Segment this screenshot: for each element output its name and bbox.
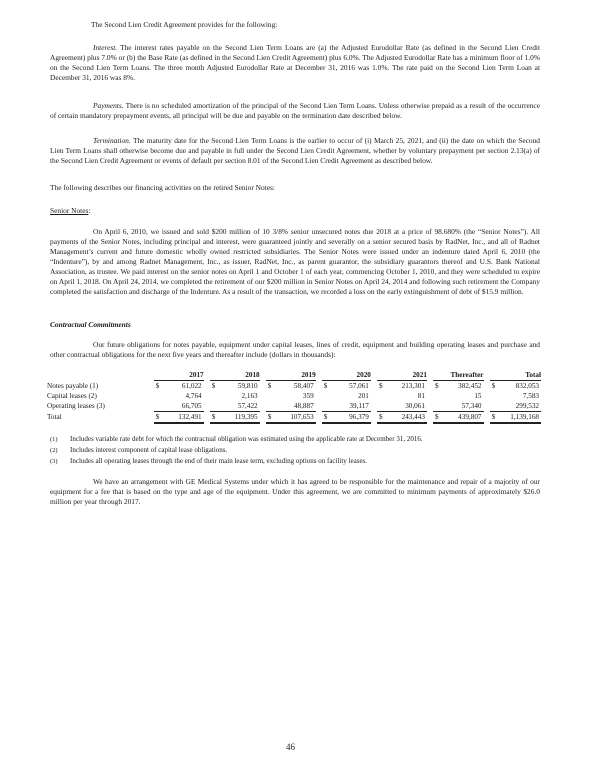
table-cell: 299,532 — [500, 401, 541, 412]
table-total-row — [47, 412, 541, 424]
payments-text: There is no scheduled amortization of the principal of the Second Lien Term Loans. Unless otherwise prepaid as a result of the occurrence of certain mandatory prepayment events, all principal will be due and payable on the termination date described below. — [50, 101, 540, 120]
termination-text: The maturity date for the Second Lien Term Loans is the earlier to occur of (i) March 25, 2021, and (ii) the date on which the Second Lien Term Loans shall otherwise become due and payable in full under the Second Lien Credit Agreement, whether by voluntary prepayment per section 2.13(a) of the Second Lien Credit Agreement or events of default per section 8.01 of the Second Lien Credit Agreement as described below. — [50, 136, 540, 165]
table-row — [47, 391, 541, 401]
table-cell: 1,139,168 — [500, 412, 541, 424]
currency-symbol: $ — [322, 412, 332, 424]
table-cell: 107,653 — [276, 412, 316, 424]
footnote-text: Includes all operating leases through the end of their main lease term, excluding options on facility leases. — [70, 457, 368, 465]
footnote — [50, 445, 227, 456]
table-cell: 48,887 — [276, 401, 316, 412]
table-row — [47, 381, 541, 392]
interest-text: The interest rates payable on the Second Lien Term Loans are (a) the Adjusted Eurodollar Rate (as defined in the Second Lien Credit Agreement) plus 7.0% or (b) the Base Rate (as defined in the Second Lien Credit Agreement) plus 6.0%. The Adjusted Eurodollar Rate has a minimum floor of 1.0% on the Second Lien Term Loans. The three month Adjusted Eurodollar Rate at December 31, 2016 was 1.0%. The rate paid on the Second Lien Term Loan at December 31, 2016 was 8%. — [50, 43, 540, 82]
currency-symbol — [433, 401, 444, 412]
table-cell: 382,452 — [458, 382, 482, 390]
header-2021: 2021 — [377, 370, 427, 381]
currency-symbol — [322, 391, 332, 401]
table-cell: 2,163 — [241, 392, 258, 400]
currency-symbol — [154, 391, 164, 401]
header-total: Total — [490, 370, 541, 381]
table-cell: 66,705 — [164, 401, 204, 412]
termination-paragraph — [50, 136, 540, 166]
table-cell: 213,301 — [401, 382, 425, 390]
table-cell: 96,379 — [332, 412, 371, 424]
page-number: 46 — [286, 742, 295, 752]
currency-symbol — [490, 391, 500, 401]
currency-symbol — [210, 401, 220, 412]
currency-symbol: $ — [377, 412, 387, 424]
currency-symbol — [490, 401, 500, 412]
row-label: Notes payable (1) — [47, 381, 99, 390]
table-cell: 61,022 — [181, 382, 202, 390]
currency-symbol — [210, 391, 220, 401]
footnote-mark: (3) — [50, 458, 58, 465]
currency-symbol: $ — [435, 382, 439, 390]
table-cell: 832,053 — [515, 382, 539, 390]
currency-symbol: $ — [491, 382, 496, 390]
contractual-paragraph: Our future obligations for notes payable, equipment under capital leases, lines of credit, equipment and building operating leases and purchase and other contractual obligations for the next five years and thereafter include (dollars in thousands): — [50, 340, 540, 359]
currency-symbol: $ — [266, 412, 276, 424]
header-2017: 2017 — [154, 370, 204, 381]
currency-symbol: $ — [155, 382, 160, 390]
interest-label: Interest. — [93, 43, 118, 52]
table-cell: 57,061 — [349, 382, 369, 390]
table-cell: 119,395 — [220, 412, 259, 424]
currency-symbol — [322, 401, 332, 412]
table-cell: 15 — [474, 392, 482, 400]
senior-notes-heading: Senior Notes — [50, 206, 89, 215]
currency-symbol: $ — [378, 382, 383, 390]
currency-symbol: $ — [154, 412, 164, 424]
table-row — [47, 401, 541, 412]
contractual-obligations-table — [47, 370, 541, 424]
payments-label: Payments. — [93, 101, 124, 110]
senior-notes-paragraph: On April 6, 2010, we issued and sold $200 million of 10 3/8% senior unsecured notes due 2018 at a price of 98.680% (the “Senior Notes”). All payments of the Senior Notes, including principal and interest, were guaranteed jointly and severally on a senior secured basis by RadNet, Inc., and all of Radnet Management’s current and future domestic wholly owned restricted subsidiaries. The Senior Notes were issued under an indenture dated April 6, 2010 (the “Indenture”), by and among Radnet Management, Inc., as issuer, RadNet, Inc., as parent guarantor, the subsidiary guarantors thereof and U.S. Bank National Association, as trustee. We paid interest on the senior notes on April 1 and October 1 of each year, commencing October 1, 2010, and they were scheduled to expire on April 1, 2018. On April 24, 2014, we completed the retirement of our $200 million in Senior Notes on April 24, 2014 and following such retirement the Company completed the satisfaction and discharge of the Indenture. As a result of the transaction, we recorded a loss on the early extinguishment of debt of $15.9 million. — [50, 227, 540, 296]
table-cell: 439,807 — [444, 412, 484, 424]
row-label: Total — [47, 413, 62, 422]
currency-symbol: $ — [433, 412, 444, 424]
currency-symbol: $ — [323, 382, 328, 390]
currency-symbol: $ — [210, 412, 220, 424]
footnote — [50, 434, 423, 445]
currency-symbol — [377, 391, 387, 401]
footnote-text: Includes interest component of capital lease obligations. — [70, 446, 228, 454]
footnote-text: Includes variable rate debt for which the contractual obligation was estimated using the applicable rate at December 31, 2016. — [70, 435, 423, 443]
row-label: Capital leases (2) — [47, 392, 97, 400]
termination-label: Termination. — [93, 136, 131, 145]
table-cell: 39,117 — [332, 401, 371, 412]
table-cell: 57,340 — [444, 401, 484, 412]
table-cell: 59,810 — [237, 382, 258, 390]
table-cell: 30,061 — [387, 401, 427, 412]
currency-symbol: $ — [490, 412, 500, 424]
table-cell: 132,491 — [164, 412, 204, 424]
table-cell: 58,407 — [293, 382, 314, 390]
table-cell: 57,422 — [220, 401, 259, 412]
payments-paragraph — [50, 101, 540, 121]
table-cell: 4,764 — [185, 392, 202, 400]
table-cell: 201 — [358, 392, 369, 400]
row-label: Operating leases (3) — [47, 402, 105, 411]
header-thereafter: Thereafter — [433, 370, 483, 381]
contractual-commitments-heading: Contractual Commitments — [50, 320, 131, 329]
footnote-mark: (2) — [50, 447, 58, 454]
table-cell: 243,443 — [387, 412, 427, 424]
document-page — [47, 0, 550, 774]
header-2018: 2018 — [210, 370, 260, 381]
currency-symbol — [266, 401, 276, 412]
table-cell: 81 — [417, 392, 425, 400]
table-cell: 359 — [302, 392, 314, 400]
financing-intro: The following describes our financing activities on the retired Senior Notes: — [50, 183, 275, 192]
footnote — [50, 456, 367, 467]
currency-symbol — [154, 401, 164, 412]
currency-symbol — [377, 401, 387, 412]
currency-symbol — [433, 391, 444, 401]
currency-symbol — [266, 391, 276, 401]
currency-symbol: $ — [211, 382, 216, 390]
intro-text: The Second Lien Credit Agreement provides for the following: — [91, 20, 278, 29]
header-2020: 2020 — [322, 370, 371, 381]
senior-notes-colon: : — [88, 206, 91, 215]
ge-arrangement-paragraph: We have an arrangement with GE Medical Systems under which it has agreed to be responsible for the maintenance and repair of a majority of our equipment for a fee that is based on the type and age of the equipment. Under this agreement, we are committed to minimum payments of approximately $26.0 million per year through 2017. — [50, 477, 540, 506]
footnote-mark: (1) — [50, 436, 58, 443]
interest-paragraph — [50, 43, 540, 83]
senior-notes-heading-line — [50, 206, 540, 216]
table-header-row — [47, 370, 541, 381]
currency-symbol: $ — [267, 382, 272, 390]
table-cell: 7,583 — [522, 392, 539, 400]
header-2019: 2019 — [266, 370, 316, 381]
